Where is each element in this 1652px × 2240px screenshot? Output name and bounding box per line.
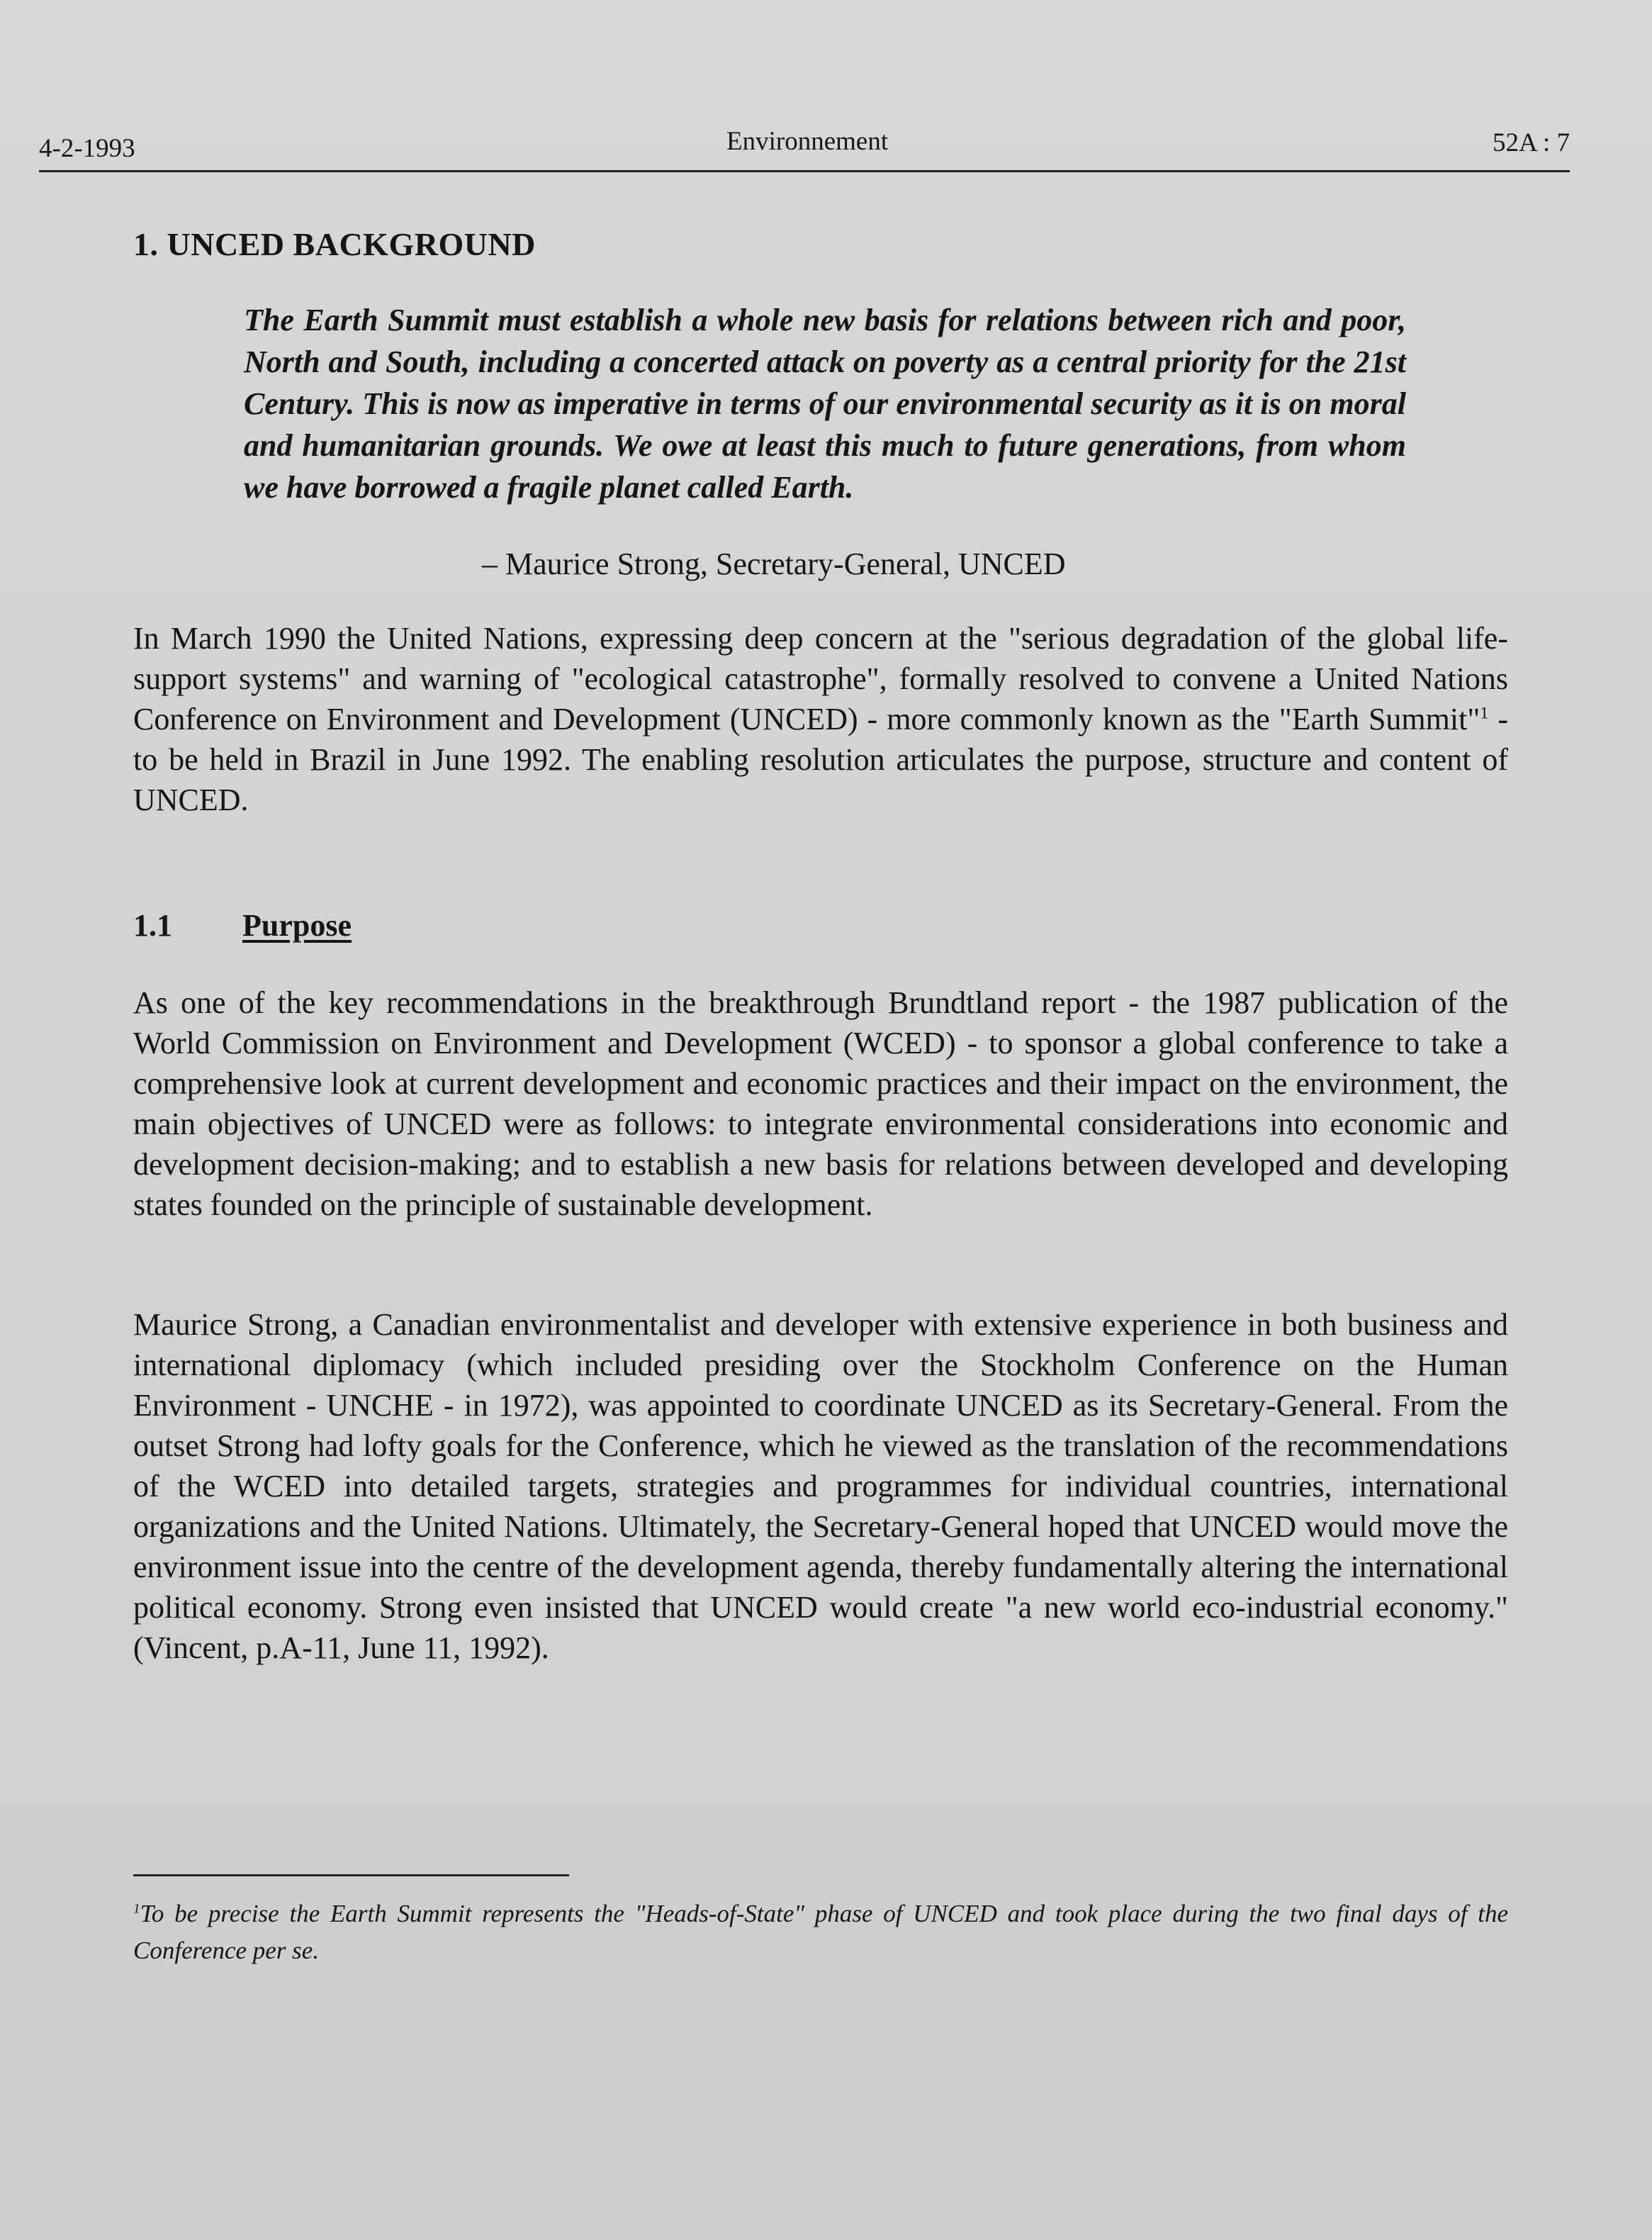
subsection-number: 1.1	[133, 908, 172, 943]
intro-text-after-note: - to be held in Brazil in June 1992. The enabling resolution articulates the purpose, structure and content of UNCED.	[133, 702, 1508, 817]
header-rule	[39, 170, 1570, 172]
epigraph-attribution: – Maurice Strong, Secretary-General, UNCED	[482, 547, 1066, 581]
footnote-reference: 1	[1480, 703, 1489, 723]
intro-text-before-note: In March 1990 the United Nations, expressing deep concern at the "serious degradation of the global life-support systems" and warning of "ecological catastrophe", formally resolved to convene a United Nations Conference on Environment and Development (UNCED) - more commonly known as the "Earth Summit"	[133, 621, 1508, 737]
footnote	[133, 1895, 1508, 1969]
epigraph-quote: The Earth Summit must establish a whole new basis for relations between rich and poor, North and South, including a concerted attack on poverty as a central priority for the 21st Century. This is now as imperative in terms of our environmental security as it is on moral and humanitarian grounds. We owe at least this much to future generations, from whom we have borrowed a fragile planet called Earth.	[244, 303, 1406, 505]
header-section: Environnement	[726, 127, 889, 156]
header-date: 4-2-1993	[39, 134, 135, 163]
footnote-mark: 1	[133, 1901, 140, 1917]
strong-paragraph: Maurice Strong, a Canadian environmentalist and developer with extensive experience in both business and international diplomacy (which included presiding over the Stockholm Conference on the Human Environment - UNCHE - in 1972), was appointed to coordinate UNCED as its Secretary-General. From the outset Strong had lofty goals for the Conference, which he viewed as the translation of the recommendations of the WCED into detailed targets, strategies and programmes for individual countries, international organizations and the United Nations. Ultimately, the Secretary-General hoped that UNCED would move the environment issue into the centre of the development agenda, thereby fundamentally altering the international political economy. Strong even insisted that UNCED would create "a new world eco-industrial economy." (Vincent, p.A-11, June 11, 1992).	[133, 1307, 1508, 1665]
purpose-paragraph: As one of the key recommendations in the breakthrough Brundtland report - the 1987 publication of the World Commission on Environment and Development (WCED) - to sponsor a global conference to take a comprehensive look at current development and economic practices and their impact on the environment, the main objectives of UNCED were as follows: to integrate environmental considerations into economic and development decision-making; and to establish a new basis for relations between developed and developing states founded on the principle of sustainable development.	[133, 985, 1508, 1222]
intro-paragraph	[133, 618, 1508, 820]
subsection-heading	[133, 907, 352, 943]
section-title: 1. UNCED BACKGROUND	[133, 226, 536, 262]
subsection-title: Purpose	[242, 908, 352, 943]
footnote-rule	[133, 1874, 569, 1876]
header-page-number: 52A : 7	[1493, 128, 1570, 157]
running-header	[39, 126, 1570, 169]
footnote-text: To be precise the Earth Summit represents the "Heads-of-State" phase of UNCED and took place during the two final days of the Conference per se.	[133, 1900, 1508, 1964]
